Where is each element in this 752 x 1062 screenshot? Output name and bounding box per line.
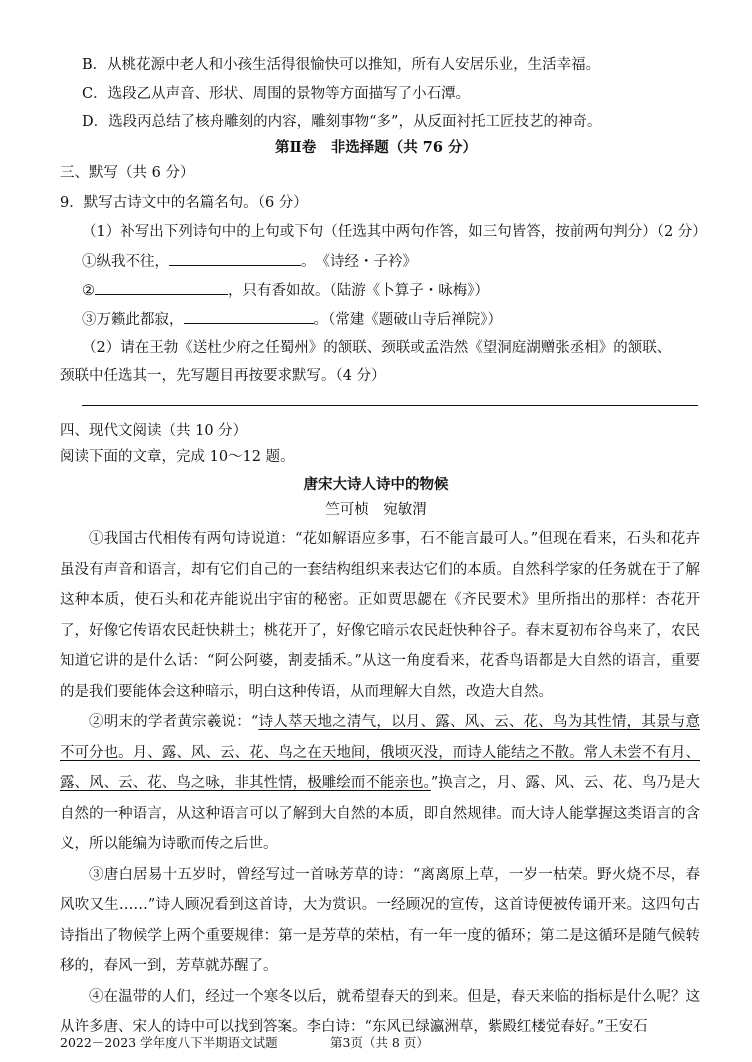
answer-blank-3[interactable]: [184, 309, 314, 324]
reading-instruction: 阅读下面的文章，完成 10～12 题。: [60, 449, 295, 465]
option-d: D．选段丙总结了核舟雕刻的内容，雕刻事物“多”，从反面衬托工匠技艺的神奇。: [82, 114, 602, 130]
answer-blank-1[interactable]: [169, 251, 301, 266]
paragraph-2-lead: ②明末的学者黄宗羲说：“: [89, 714, 259, 730]
option-c: C．选段乙从声音、形状、周围的景物等方面描写了小石潭。: [82, 86, 471, 102]
q9-2-stem-b: 颈联中任选其一，先写题目再按要求默写。（4 分）: [60, 368, 386, 384]
fill-line-2: [82, 280, 752, 301]
footer-exam-name: 2022－2023 学年度八下半期语文试题: [60, 1035, 278, 1050]
paragraph-1: ①我国古代相传有两句诗说道：“花如解语应多事，石不能言最可人。”但现在看来，石头和花卉虽没有声音和语言，却有它们自己的一套结构组织来表达它们的本质。自然科学家的任务就在于了解这种本质，使石头和花卉能说出宇宙的秘密。正如贾思勰在《齐民要术》里所指出的那样：杏花开了，好像它传语农民赶快耕土；桃花开了，好像它暗示农民赶快种谷子。春末夏初布谷鸟来了，农民知道它讲的是什么话：“阿公阿婆，割麦插禾。”从这一角度看来，花香鸟语都是大自然的语言，重要的是我们要能体会这种暗示，明白这种传语，从而理解大自然，改造大自然。: [60, 531, 700, 700]
section4-title: 四、现代文阅读（共 10 分）: [60, 423, 248, 439]
fill-line-3: [82, 309, 752, 330]
paragraph-3: ③唐白居易十五岁时，曾经写过一首咏芳草的诗：“离离原上草，一岁一枯荣。野火烧不尽，春风吹又生……”诗人顾况看到这首诗，大为赏识。一经顾况的宣传，这首诗便被传诵开来。这四句古诗指出了物候学上两个重要规律：第一是芳草的荣枯，有一年一度的循环；第二是这循环是随气候转移的，春风一到，芳草就苏醒了。: [60, 866, 700, 974]
paragraph-2-rest: ”换言之，月、露、风、云、花、鸟乃是大自然的一种语言，从这种语言可以了解到大自然的本质，即自然规律。而大诗人能掌握这类语言的含义，所以能编为诗歌而传之后世。: [60, 775, 700, 852]
fill-line-2-post: ，只有香如故。（陆游《卜算子・咏梅》）: [228, 283, 489, 299]
fill-line-1: [82, 251, 752, 272]
article-authors: 竺可桢 宛敏渭: [325, 502, 427, 518]
q9-stem: 9．默写古诗文中的名篇名句。（6 分）: [60, 195, 308, 211]
fill-line-3-pre: ③万籁此都寂，: [82, 312, 184, 328]
fill-line-1-pre: ①纵我不往，: [82, 254, 169, 270]
part2-title: 第Ⅱ卷 非选择题（共 76 分）: [275, 139, 477, 156]
paragraph-4: ④在温带的人们，经过一个寒冬以后，就希望春天的到来。但是，春天来临的指标是什么呢？这从许多唐、宋人的诗中可以找到答案。李白诗：“东风已绿瀛洲草，紫殿红楼觉春好。”王安石: [60, 988, 700, 1035]
fill-line-2-pre: ②: [82, 283, 95, 299]
q9-1-stem: （1）补写出下列诗句中的上句或下句（任选其中两句作答，如三句皆答，按前两句判分）（2 分）: [82, 224, 707, 240]
footer-page-number: 第3页（共 8 页）: [330, 1035, 429, 1050]
paragraph-2: [60, 707, 700, 860]
option-b: B．从桃花源中老人和小孩生活得很愉快可以推知，所有人安居乐业，生活幸福。: [82, 57, 601, 73]
section3-title: 三、默写（共 6 分）: [60, 165, 195, 181]
answer-line[interactable]: [82, 405, 698, 406]
q9-2-stem-a: （2）请在王勃《送杜少府之任蜀州》的颔联、颈联或孟浩然《望洞庭湖赠张丞相》的颔联、: [82, 340, 672, 356]
answer-blank-2[interactable]: [95, 280, 228, 295]
article-body: [60, 524, 700, 1043]
article-title: 唐宋大诗人诗中的物候: [303, 476, 449, 493]
fill-line-1-post: 。 《诗经・子衿》: [301, 254, 417, 270]
underlined-quote: 诗人萃天地之清气，以月、露、风、云、花、鸟为其性情，其景与意不可分也。月、露、风、云、花、鸟之在天地间，俄顷灭没，而诗人能结之不散。常人未尝不有月、露、风、云、花、鸟之咏，非其性情，极雕绘而不能亲也。: [60, 714, 700, 791]
fill-line-3-post: 。（常建《题破山寺后禅院》）: [313, 312, 502, 328]
